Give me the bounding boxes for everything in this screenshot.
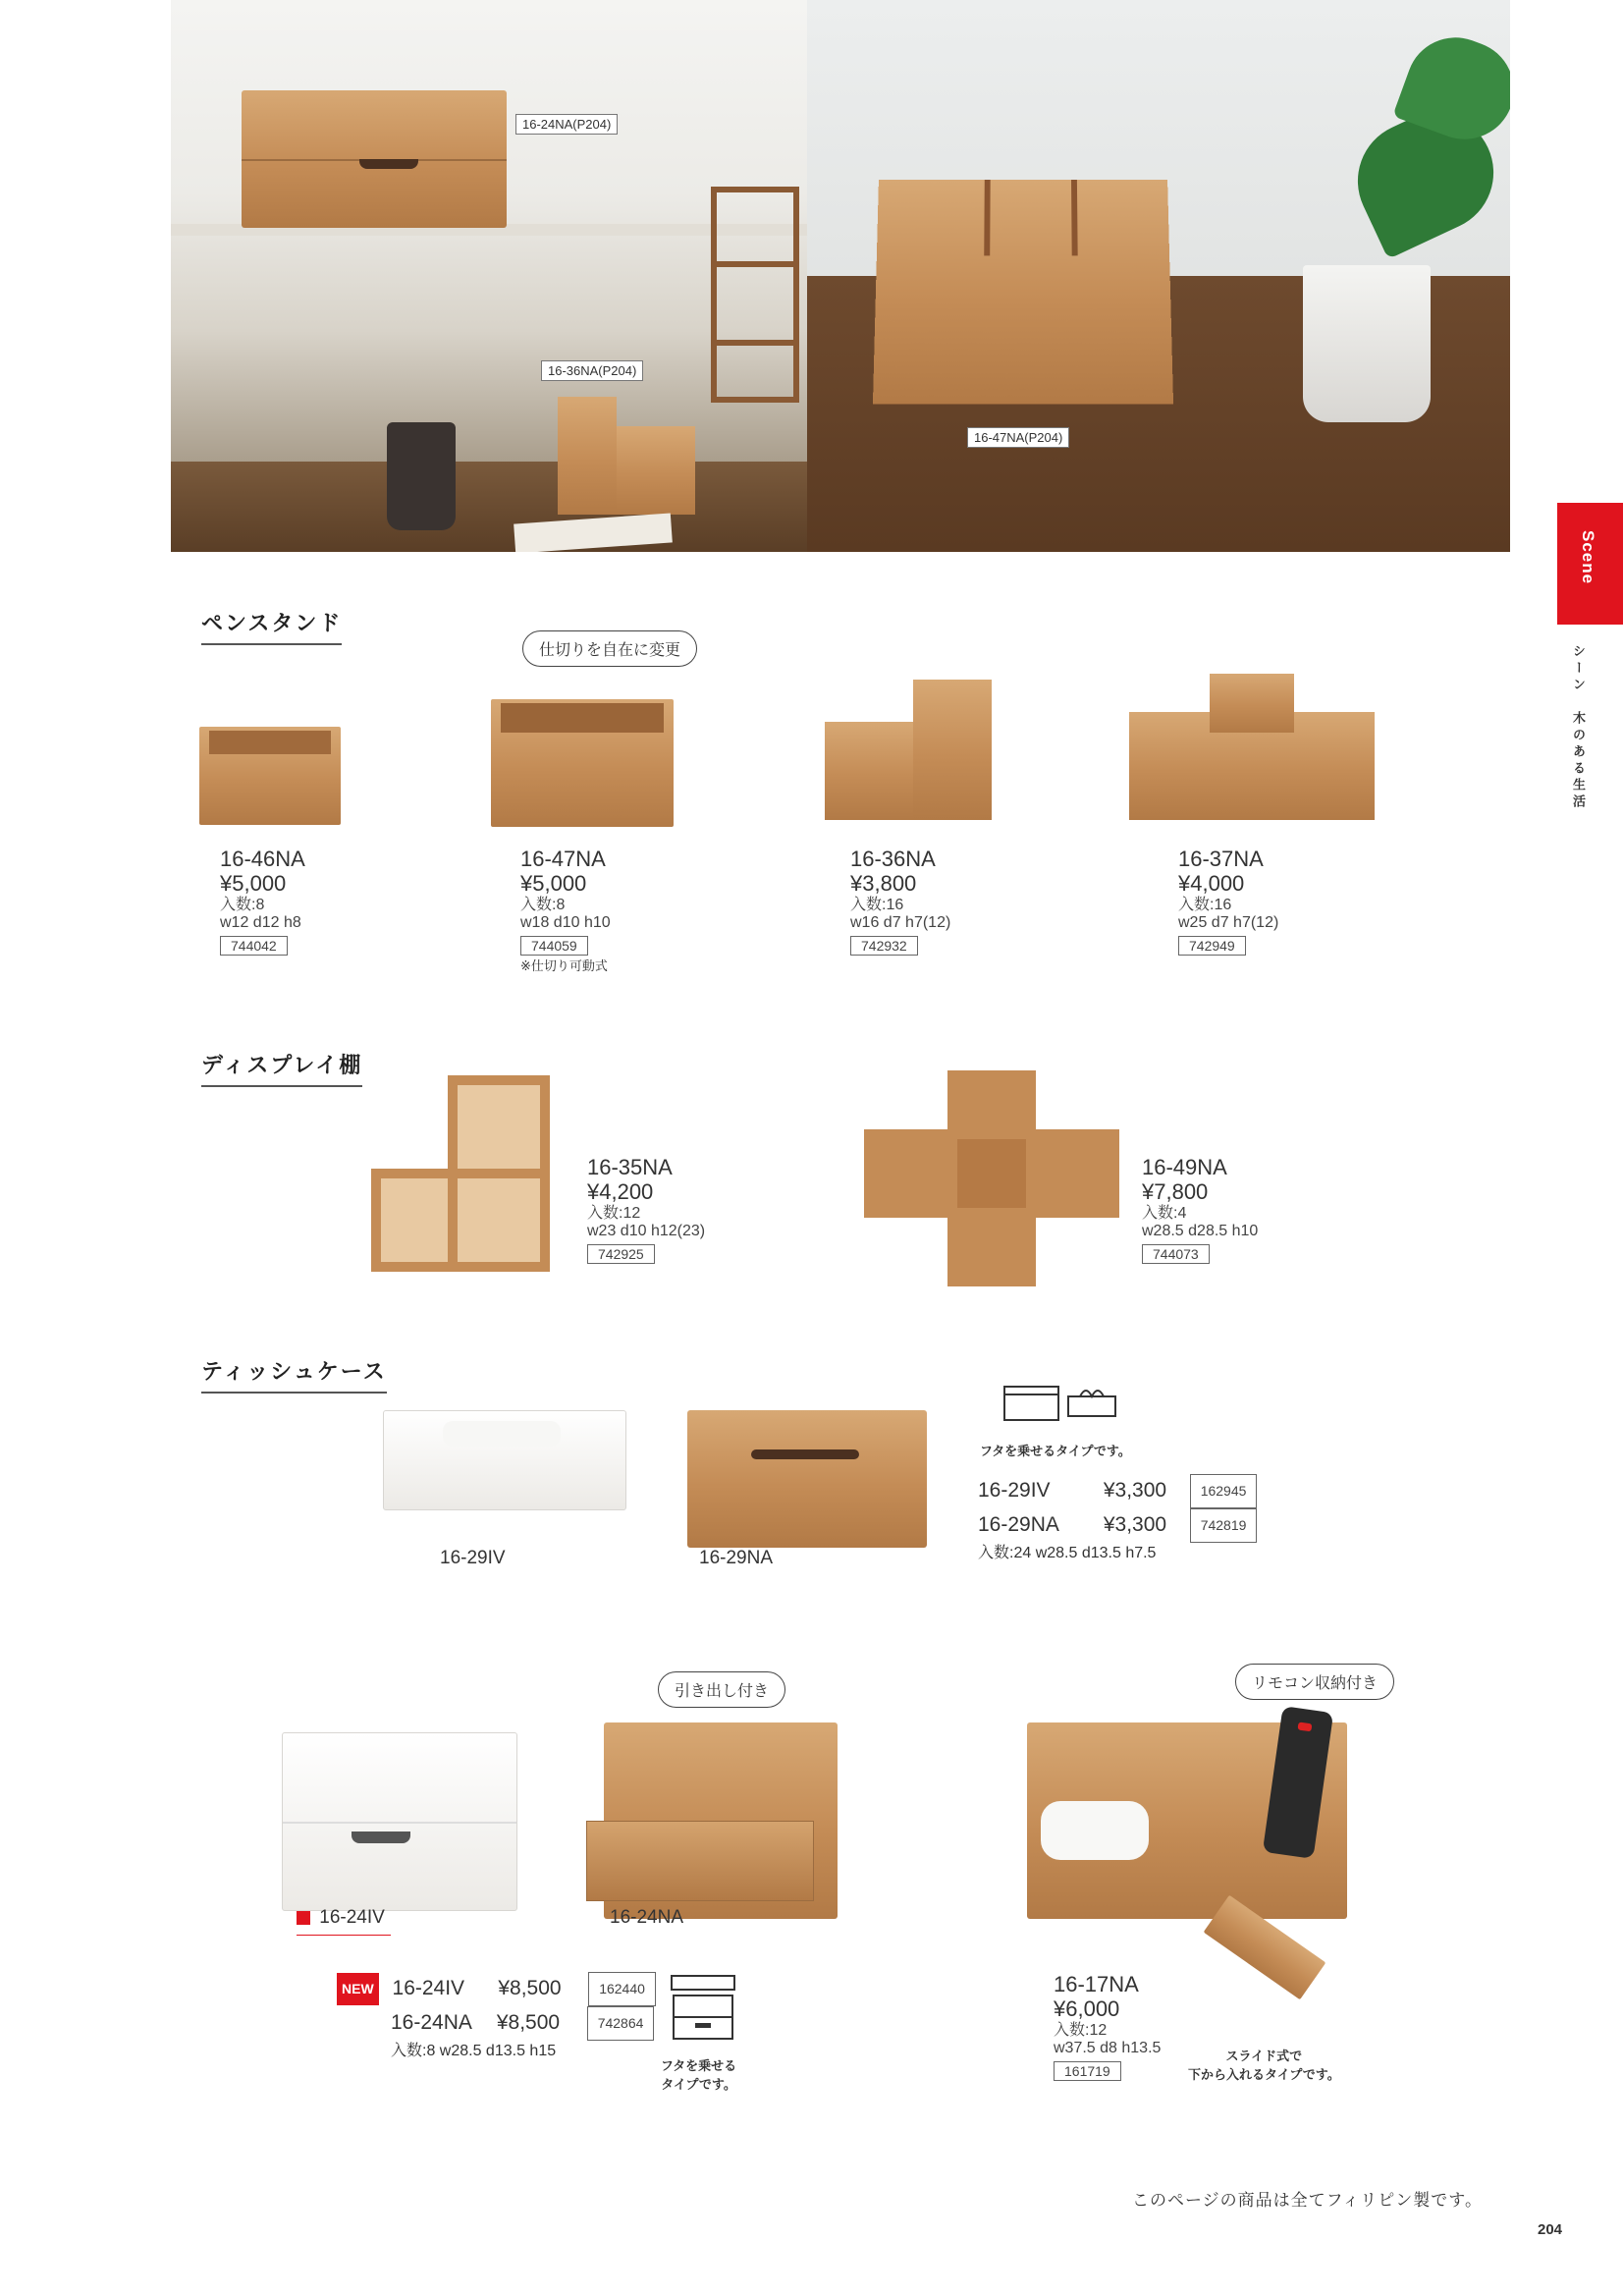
product-jan-code: 742819 xyxy=(1190,1508,1258,1543)
tissue-29-type-note: フタを乗せるタイプです。 xyxy=(980,1444,1131,1458)
product-image-16-29na xyxy=(687,1410,927,1548)
tissue-17-bubble: リモコン収納付き xyxy=(1235,1664,1394,1700)
lid-type-icon xyxy=(1001,1377,1119,1426)
label-16-29iv: 16-29IV xyxy=(440,1548,506,1568)
product-image-16-46na xyxy=(199,727,341,825)
product-price: ¥4,000 xyxy=(1178,871,1245,897)
product-code: 16-29NA xyxy=(978,1513,1059,1537)
label-text: 16-24IV xyxy=(319,1907,385,1928)
product-price: ¥7,800 xyxy=(1142,1179,1209,1205)
product-image-16-24iv xyxy=(282,1732,517,1911)
product-16-49na xyxy=(1142,1155,1258,1264)
product-size: w25 d7 h7(12) xyxy=(1178,913,1279,931)
product-size: w18 d10 h10 xyxy=(520,913,611,931)
product-size: w37.5 d8 h13.5 xyxy=(1054,2039,1162,2056)
product-code: 16-47NA xyxy=(520,847,606,871)
product-image-16-36na-tower xyxy=(913,680,992,820)
tissue-box-16-24na-photo xyxy=(242,90,507,228)
pen-stand-bubble: 仕切りを自在に変更 xyxy=(522,630,697,667)
section-title-display-shelf: ディスプレイ棚 xyxy=(201,1049,362,1087)
plant-pot-image xyxy=(1303,265,1431,422)
side-vertical-caption: シーン 木のある生活 xyxy=(1571,644,1586,811)
product-code: 16-49NA xyxy=(1142,1155,1227,1179)
price-row xyxy=(978,1508,1257,1543)
hero-photo-left xyxy=(171,0,807,552)
price-row xyxy=(337,1972,656,2006)
product-qty: 入数:16 xyxy=(1178,896,1232,913)
product-jan-code: 161719 xyxy=(1054,2061,1121,2081)
red-square-icon xyxy=(297,1911,310,1925)
product-image-16-37na-tower xyxy=(1210,674,1294,733)
product-16-47na xyxy=(520,847,611,974)
product-qty: 入数:12 xyxy=(587,1204,641,1222)
product-code: 16-46NA xyxy=(220,847,305,871)
product-qty: 入数:8 xyxy=(520,896,566,913)
pen-stand-16-36na-photo xyxy=(558,397,617,515)
product-spec: 入数:24 w28.5 d13.5 h7.5 xyxy=(978,1545,1157,1561)
product-code: 16-24IV xyxy=(392,1977,465,2000)
note-line: タイプです。 xyxy=(661,2077,736,2092)
page-number: 204 xyxy=(1538,2221,1563,2238)
product-image-16-47na xyxy=(491,699,674,827)
product-price: ¥5,000 xyxy=(520,871,587,897)
product-qty: 入数:16 xyxy=(850,896,904,913)
product-16-35na xyxy=(587,1155,705,1264)
product-size: w23 d10 h12(23) xyxy=(587,1222,706,1239)
product-price: ¥5,000 xyxy=(220,871,287,897)
product-price: ¥8,500 xyxy=(496,2011,561,2035)
scene-tab-label: Scene xyxy=(1579,530,1597,585)
note-line: フタを乗せる xyxy=(661,2058,737,2073)
product-spec: 入数:8 w28.5 d13.5 h15 xyxy=(391,2043,557,2059)
photo-tag-16-24na: 16-24NA(P204) xyxy=(515,114,618,135)
tissue-24-type-note xyxy=(661,2056,736,2094)
label-16-29na: 16-29NA xyxy=(699,1548,773,1568)
product-price: ¥8,500 xyxy=(498,1977,562,2000)
product-image-16-36na xyxy=(825,722,923,820)
mug-image xyxy=(387,422,456,530)
product-code: 16-24NA xyxy=(391,2011,472,2035)
product-jan-code: 744073 xyxy=(1142,1244,1210,1264)
wooden-shelf-unit xyxy=(711,187,799,403)
product-jan-code: 742864 xyxy=(587,2006,655,2041)
product-code: 16-17NA xyxy=(1054,1972,1139,1996)
scene-side-tab[interactable] xyxy=(1557,503,1623,625)
product-image-16-29iv xyxy=(383,1410,626,1510)
product-note: ※仕切り可動式 xyxy=(520,958,608,974)
product-price: ¥3,300 xyxy=(1103,1513,1167,1537)
label-16-24na: 16-24NA xyxy=(610,1907,683,1928)
product-jan-code: 744042 xyxy=(220,936,288,956)
product-qty: 入数:12 xyxy=(1054,2021,1108,2039)
product-16-46na xyxy=(220,847,305,956)
product-price: ¥3,300 xyxy=(1103,1479,1167,1503)
product-size: w16 d7 h7(12) xyxy=(850,913,951,931)
note-line: スライド式で xyxy=(1225,2049,1303,2063)
product-size: w12 d12 h8 xyxy=(220,913,301,931)
drawer-type-icon xyxy=(664,1970,742,2045)
photo-tag-16-36na: 16-36NA(P204) xyxy=(541,360,643,381)
product-jan-code: 162440 xyxy=(588,1972,656,2006)
product-jan-code: 742932 xyxy=(850,936,918,956)
product-qty: 入数:8 xyxy=(220,896,265,913)
price-row xyxy=(978,1474,1257,1508)
product-image-16-49na xyxy=(864,1070,1119,1286)
product-image-16-24na xyxy=(604,1722,838,1919)
new-badge: NEW xyxy=(337,1973,379,2005)
section-title-tissue-case: ティッシュケース xyxy=(201,1355,387,1394)
product-jan-code: 742949 xyxy=(1178,936,1246,956)
pen-stand-16-47na-photo xyxy=(873,180,1173,405)
product-code: 16-36NA xyxy=(850,847,936,871)
product-qty: 入数:4 xyxy=(1142,1204,1187,1222)
product-16-37na xyxy=(1178,847,1278,956)
product-price: ¥3,800 xyxy=(850,871,917,897)
hero-photo-right xyxy=(807,0,1510,552)
origin-note: このページの商品は全てフィリピン製です。 xyxy=(1132,2191,1483,2210)
product-image-16-35na xyxy=(371,1075,558,1277)
product-code: 16-37NA xyxy=(1178,847,1264,871)
product-jan-code: 162945 xyxy=(1190,1474,1258,1508)
product-size: w28.5 d28.5 h10 xyxy=(1142,1222,1259,1239)
product-price: ¥4,200 xyxy=(587,1179,654,1205)
label-16-24iv xyxy=(297,1907,391,1936)
product-16-36na xyxy=(850,847,950,956)
product-16-17na xyxy=(1054,1972,1161,2081)
tissue-24-price-table xyxy=(337,1972,656,2062)
photo-tag-16-47na: 16-47NA(P204) xyxy=(967,427,1069,448)
tissue-29-price-table xyxy=(978,1474,1257,1564)
product-jan-code: 742925 xyxy=(587,1244,655,1264)
tissue-24-bubble: 引き出し付き xyxy=(658,1671,785,1708)
product-code: 16-35NA xyxy=(587,1155,673,1179)
section-title-pen-stand: ペンスタンド xyxy=(201,607,342,645)
note-line: 下から入れるタイプです。 xyxy=(1188,2067,1340,2082)
tissue-17-slide-note xyxy=(1188,2047,1340,2084)
product-code: 16-29IV xyxy=(978,1479,1051,1503)
product-jan-code: 744059 xyxy=(520,936,588,956)
product-price: ¥6,000 xyxy=(1054,1996,1120,2022)
price-row xyxy=(337,2006,656,2041)
